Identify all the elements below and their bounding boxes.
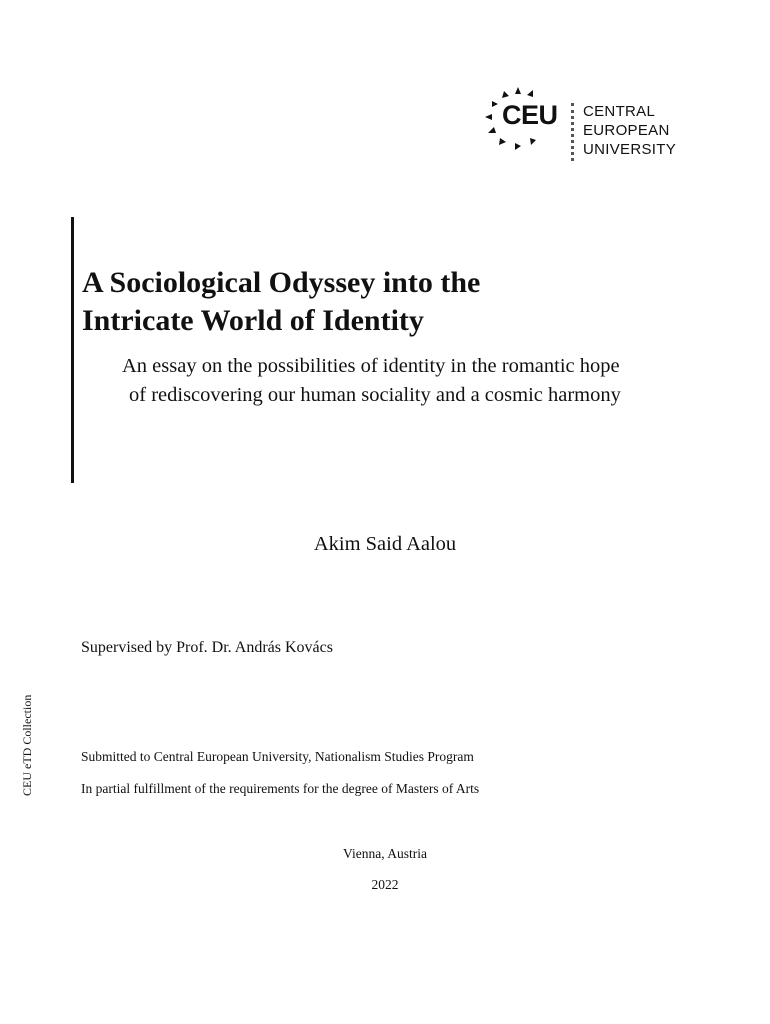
logo-name-line: EUROPEAN: [583, 122, 670, 139]
logo-name-line: CENTRAL: [583, 103, 656, 120]
logo-university-name: [583, 102, 676, 159]
subtitle-line: of rediscovering our human sociality and a cosmic harmony: [129, 384, 621, 406]
logo-divider: [571, 103, 577, 161]
author-name: Akim Said Aalou: [313, 533, 457, 555]
side-collection-label: CEU eTD Collection: [20, 694, 34, 796]
logo-abbreviation: CEU: [502, 100, 558, 130]
place-text: Vienna, Austria: [343, 846, 427, 861]
page-subtitle: [122, 352, 742, 410]
title-line: A Sociological Odyssey into the: [82, 266, 481, 299]
place-block: [0, 846, 770, 862]
ceu-logo: [482, 83, 692, 163]
year-text: 2022: [371, 877, 399, 892]
subtitle-line: An essay on the possibilities of identity in the romantic hope: [122, 355, 620, 377]
title-vertical-rule: [71, 217, 74, 483]
fulfillment-statement: In partial fulfillment of the requirements for the degree of Masters of Arts: [81, 781, 480, 796]
page-title: [82, 264, 722, 340]
author-block: [0, 533, 770, 556]
submission-statement: Submitted to Central European University, Nationalism Studies Program: [81, 749, 474, 764]
logo-name-line: UNIVERSITY: [583, 141, 677, 158]
title-line: Intricate World of Identity: [82, 304, 424, 337]
supervisor-line: Supervised by Prof. Dr. András Kovács: [81, 639, 333, 656]
